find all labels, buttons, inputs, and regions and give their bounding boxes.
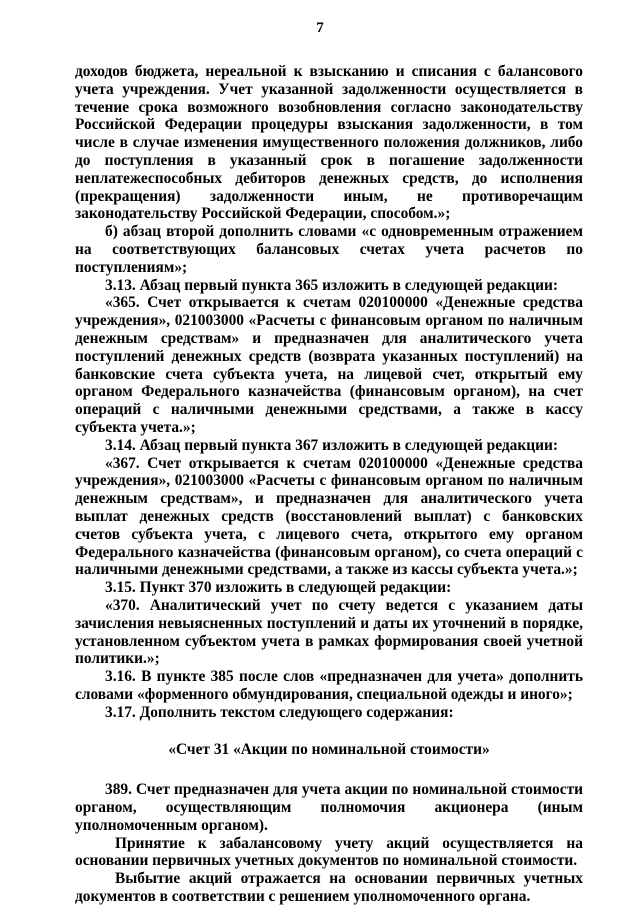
paragraph-3-14: 3.14. Абзац первый пункта 367 изложить в следующей редакции: <box>105 436 558 454</box>
paragraph-3-16: 3.16. В пункте 385 после слов «предназначен для учета» дополнить словами «форменного обмундирования, специальной одежды и иного»; <box>75 668 583 703</box>
document-body <box>75 63 583 906</box>
paragraph-365-text: «365. Счет открывается к счетам 020100000 «Денежные средства учреждения», 021003000 «Расчеты с финансовым органом по наличным денежным средствам» и предназначен для аналитического учета поступлений денежных средств (возврата указанных поступлений) на банковские счета субъекта учета, на лицевой счет, открытый ему органом Федерального казначейства (финансовым органом), на счет операций с наличными денежными средствами, а также в кассу субъекта учета.»; <box>75 294 583 436</box>
paragraph-disposal: Выбытие акций отражается на основании первичных учетных документов в соответствии с решением уполномоченного органа. <box>75 870 583 906</box>
paragraph-continuation: доходов бюджета, нереальной к взысканию и списания с балансового учета учреждения. Учет указанной задолженности осуществляется в течение срока возможного возобновления согласно законодательству Российской Федерации процедуры взыскания задолженности, в том числе в случае изменения имущественного положения должников, либо до поступления в указанный срок в погашение задолженности неплатежеспособных дебиторов денежных средств, до исполнения (прекращения) задолженности иным, не противоречащим законодательству Российской Федерации, способом.»; <box>75 63 583 223</box>
paragraph-acceptance: Принятие к забалансовому учету акций осуществляется на основании первичных учетных документов по номинальной стоимости. <box>75 834 583 870</box>
paragraph-amendment-b: б) абзац второй дополнить словами «с одновременным отражением на соответствующих балансовых счетах учета расчетов по поступлениям»; <box>75 223 583 276</box>
paragraph-3-13: 3.13. Абзац первый пункта 365 изложить в следующей редакции: <box>105 276 558 294</box>
paragraph-3-15: 3.15. Пункт 370 изложить в следующей редакции: <box>105 579 452 597</box>
section-heading: «Счет 31 «Акции по номинальной стоимости» <box>168 741 490 759</box>
paragraph-370-text: «370. Аналитический учет по счету ведется с указанием даты зачисления невыясненных поступлений и даты их уточнений в порядке, установленном субъектом учета в рамках формирования своей учетной политики.»; <box>75 596 583 668</box>
paragraph-367-text: «367. Счет открывается к счетам 020100000 «Денежные средства учреждения», 021003000 «Расчеты с финансовым органом по наличным денежным средствам», и предназначен для аналитического учета выплат денежных средств (восстановлений выплат) с банковских счетов субъекта учета, с лицевого счета, открытого ему органом Федерального казначейства (финансовым органом), со счета операций с наличными денежными средствами, а также из кассы субъекта учета.»; <box>75 454 583 579</box>
page-number: 7 <box>316 20 324 36</box>
paragraph-389: 389. Счет предназначен для учета акции по номинальной стоимости органом, осуществляющим полномочия акционера (иным уполномоченным органом). <box>75 781 583 834</box>
paragraph-3-17: 3.17. Дополнить текстом следующего содержания: <box>105 703 454 721</box>
